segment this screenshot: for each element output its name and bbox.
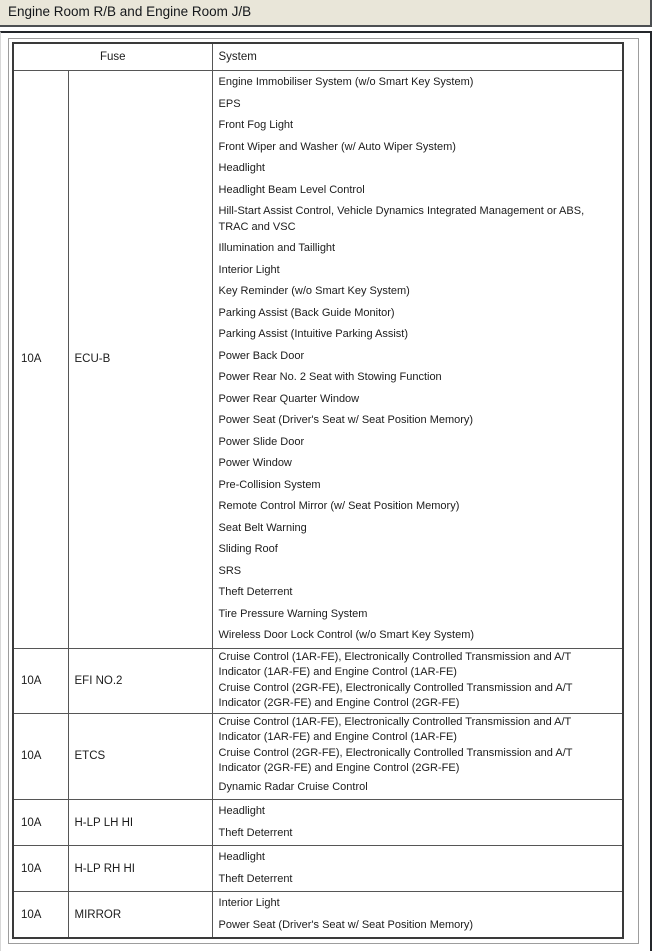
system-entry: Parking Assist (Intuitive Parking Assist) — [218, 328, 409, 340]
fuse-table-frame — [8, 38, 639, 944]
system-entry: Key Reminder (w/o Smart Key System) — [218, 285, 410, 297]
system-entry: Remote Control Mirror (w/ Seat Position Memory) — [218, 500, 460, 512]
fuse-amp-cell: 10A — [13, 892, 68, 939]
fuse-name-cell: H-LP RH HI — [68, 846, 212, 892]
system-entry: Wireless Door Lock Control (w/o Smart Key System) — [218, 629, 475, 641]
system-entry: Headlight Beam Level Control — [218, 183, 365, 196]
table-row — [13, 800, 623, 846]
system-cell — [212, 846, 623, 892]
column-header-fuse: Fuse — [13, 43, 212, 71]
system-entry: Power Back Door — [218, 349, 305, 362]
fuse-name-cell: MIRROR — [68, 892, 212, 939]
system-entry: Cruise Control (2GR-FE), Electronically Controlled Transmission and A/T Indicator (2GR-FE) and Engine Control (2GR-FE) — [218, 746, 573, 774]
table-row — [13, 648, 623, 713]
title-bar — [0, 0, 652, 27]
system-entry: Sliding Roof — [218, 543, 278, 555]
system-entry: Power Rear Quarter Window — [218, 392, 360, 405]
fuse-name-cell: ETCS — [68, 713, 212, 800]
system-entry: Front Wiper and Washer (w/ Auto Wiper System) — [218, 140, 456, 153]
system-entry: Illumination and Taillight — [218, 242, 336, 254]
fuse-amp-cell: 10A — [13, 800, 68, 846]
system-entry: Power Slide Door — [218, 435, 305, 448]
system-entry: Power Seat (Driver's Seat w/ Seat Position Memory) — [218, 918, 474, 931]
system-cell — [212, 713, 623, 800]
system-entry: Cruise Control (1AR-FE), Electronically Controlled Transmission and A/T Indicator (1AR-FE) and Engine Control (1AR-FE) — [218, 715, 572, 743]
fuse-table — [12, 42, 624, 939]
column-header-system: System — [212, 43, 623, 71]
fuse-amp-cell: 10A — [13, 71, 68, 649]
table-row — [13, 713, 623, 800]
fuse-name-cell: EFI NO.2 — [68, 648, 212, 713]
table-row — [13, 71, 623, 649]
page-title: Engine Room R/B and Engine Room J/B — [8, 4, 252, 19]
system-entry: Interior Light — [218, 897, 280, 909]
system-entry: SRS — [218, 564, 242, 577]
system-entry: Engine Immobiliser System (w/o Smart Key System) — [218, 76, 474, 88]
system-entry: Hill-Start Assist Control, Vehicle Dynamics Integrated Management or ABS, TRAC and VSC — [218, 205, 585, 233]
table-row — [13, 892, 623, 939]
fuse-table-body — [13, 71, 623, 939]
system-entry: Front Fog Light — [218, 119, 294, 131]
system-entry: Parking Assist (Back Guide Monitor) — [218, 306, 395, 319]
header-row — [13, 43, 623, 71]
content-area — [0, 31, 652, 951]
system-entry: Theft Deterrent — [218, 872, 293, 885]
system-cell — [212, 800, 623, 846]
system-entry: Headlight — [218, 805, 265, 817]
fuse-name-cell: H-LP LH HI — [68, 800, 212, 846]
system-cell — [212, 648, 623, 713]
system-entry: Power Rear No. 2 Seat with Stowing Function — [218, 371, 442, 383]
fuse-amp-cell: 10A — [13, 648, 68, 713]
system-entry: EPS — [218, 97, 241, 110]
fuse-amp-cell: 10A — [13, 846, 68, 892]
system-entry: Tire Pressure Warning System — [218, 607, 368, 620]
system-entry: Headlight — [218, 162, 265, 174]
system-entry: Dynamic Radar Cruise Control — [218, 780, 368, 793]
system-entry: Interior Light — [218, 263, 280, 276]
system-entry: Power Seat (Driver's Seat w/ Seat Position Memory) — [218, 414, 474, 426]
fuse-name-cell: ECU-B — [68, 71, 212, 649]
system-entry: Theft Deterrent — [218, 826, 293, 839]
system-entry: Seat Belt Warning — [218, 521, 307, 534]
fuse-amp-cell: 10A — [13, 713, 68, 800]
system-entry: Theft Deterrent — [218, 586, 293, 598]
system-cell — [212, 71, 623, 649]
system-entry: Cruise Control (1AR-FE), Electronically Controlled Transmission and A/T Indicator (1AR-FE) and Engine Control (1AR-FE) — [218, 650, 572, 678]
system-entry: Pre-Collision System — [218, 478, 321, 491]
system-entry: Power Window — [218, 457, 292, 469]
system-cell — [212, 892, 623, 939]
table-row — [13, 846, 623, 892]
system-entry: Headlight — [218, 851, 265, 863]
system-entry: Cruise Control (2GR-FE), Electronically Controlled Transmission and A/T Indicator (2GR-FE) and Engine Control (2GR-FE) — [218, 681, 573, 709]
